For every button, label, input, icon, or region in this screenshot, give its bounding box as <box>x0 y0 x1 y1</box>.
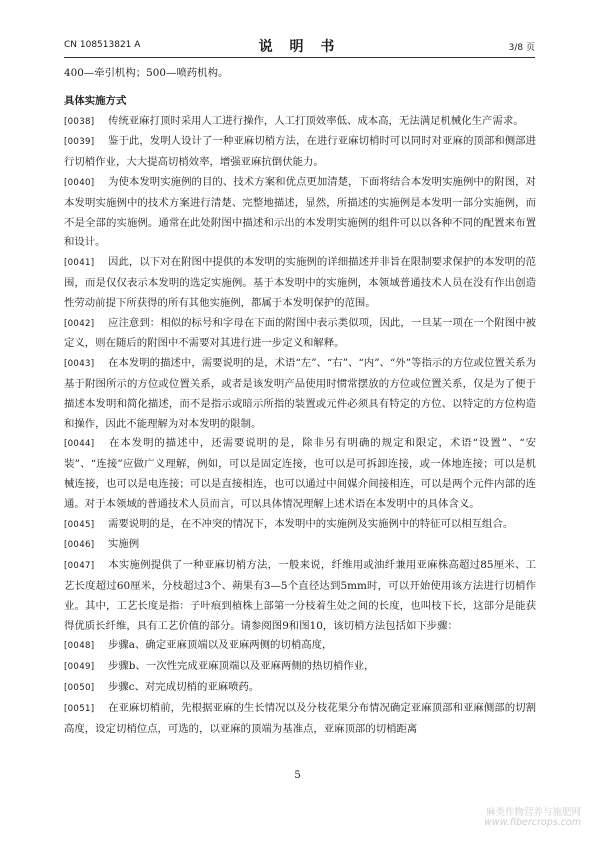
paragraph <box>64 636 536 657</box>
section-heading: 具体实施方式 <box>64 94 127 107</box>
paragraph-text: 鉴于此，发明人设计了一种亚麻切梢方法，在进行亚麻切梢时可以同时对亚麻的顶部和侧部进行切梢作业，大大提高切梢效率，增强亚麻抗倒伏能力。 <box>64 135 536 169</box>
paragraph-number: [0042] <box>64 318 95 329</box>
page-number: 5 <box>294 770 301 781</box>
paragraph-number: [0040] <box>64 177 95 188</box>
paragraph-text: 步骤b、一次性完成亚麻顶端以及亚麻两侧的热切梢作业， <box>108 660 375 673</box>
paragraph-text: 传统亚麻打顶时采用人工进行操作，人工打顶效率低、成本高，无法满足机械化生产需求。 <box>108 114 524 127</box>
paragraph-number: [0039] <box>64 137 95 148</box>
paragraph <box>64 515 536 536</box>
paragraph-text: 在亚麻切梢前，先根据亚麻的生长情况以及分枝花果分布情况确定亚麻顶部和亚麻侧部的切割高度，设定切梢位点，可选的，以亚麻的顶端为基准点，亚麻顶部的切梢距离 <box>64 701 536 735</box>
paragraph-text: 本实施例提供了一种亚麻切梢方法，一般来说，纤维用或油纤兼用亚麻株高超过85厘米、工艺长度超过60厘米，分枝超过3个、蒴果有3—5个直径达到5mm时，可以开始使用该方法进行切梢作业。其中，工艺长度是指：子叶痕到植株上部第一分枝着生处之间的长度，也叫枝下长，这部分是能获得优质长纤维，具有工艺价值的部分。请参阅图9和图10，该切梢方法包括如下步骤： <box>64 559 536 632</box>
paragraph-number: [0048] <box>64 641 95 652</box>
watermark-url: www.fibercrops.com <box>484 817 581 828</box>
spacer <box>64 84 536 92</box>
paragraph-text: 需要说明的是，在不冲突的情况下，本发明中的实施例及实施例中的特征可以相互组合。 <box>108 517 514 530</box>
page-indicator: 3/8 页 <box>508 43 535 53</box>
watermark-site-name: 麻类作物营养与施肥网 <box>485 807 581 818</box>
paragraph-number: [0050] <box>64 682 95 693</box>
paragraph <box>64 132 536 173</box>
publication-number: CN 108513821 A <box>64 40 141 50</box>
paragraph <box>64 434 536 514</box>
paragraph-number: [0051] <box>64 703 95 714</box>
paragraph <box>64 354 536 434</box>
paragraph-number: [0046] <box>64 540 95 551</box>
paragraph-text: 在本发明的描述中，需要说明的是，术语“左”、“右”、“内”、“外”等指示的方位或位置关系为基于附图所示的方位或位置关系，或者是该发明产品使用时惯常摆放的方位或位置关系，仅是为了便于描述本发明和简化描述，而不是指示或暗示所指的装置或元件必须具有特定的方位、以特定的方位构造和操作，因此不能理解为对本发明的限制。 <box>64 357 536 430</box>
paragraph <box>64 556 536 636</box>
paragraph <box>64 535 536 556</box>
paragraph-number: [0044] <box>64 439 95 450</box>
intro-line: 400—牵引机构；500—喷药机构。 <box>64 67 229 79</box>
paragraph <box>64 112 536 133</box>
paragraph <box>64 678 536 699</box>
paragraph-text: 步骤c、对完成切梢的亚麻喷药。 <box>108 680 260 693</box>
paragraph-text: 在本发明的描述中，还需要说明的是，除非另有明确的规定和限定，术语“设置”、“安装”、“连接”应做广义理解，例如，可以是固定连接，也可以是可拆卸连接，或一体地连接；可以是机械连接，也可以是电连接；可以是直接相连，也可以通过中间媒介间接相连，可以是两个元件内部的连通。对于本领域的普通技术人员而言，可以具体情况理解上述术语在本发明中的具体含义。 <box>64 437 536 510</box>
page-header <box>64 36 535 54</box>
watermark <box>441 804 581 834</box>
paragraph-number: [0043] <box>64 359 95 370</box>
paragraph-text: 步骤a、确定亚麻顶端以及亚麻两侧的切梢高度， <box>108 639 333 652</box>
paragraph-number: [0038] <box>64 116 95 127</box>
paragraph-number: [0049] <box>64 662 95 673</box>
paragraph-text: 为使本发明实施例的目的、技术方案和优点更加清楚，下面将结合本发明实施例中的附图，对本发明实施例中的技术方案进行清楚、完整地描述，显然，所描述的实施例是本发明一部分实施例，而不是全部的实施例。通常在此处附图中描述和示出的本发明实施例的组件可以以各种不同的配置来布置和设计。 <box>64 175 536 249</box>
document-title: 说 明 书 <box>258 39 341 55</box>
paragraph-number: [0047] <box>64 561 95 572</box>
paragraph-text: 应注意到：相似的标号和字母在下面的附图中表示类似项，因此，一旦某一项在一个附图中被定义，则在随后的附图中不需要对其进行进一步定义和解释。 <box>64 316 536 350</box>
paragraph <box>64 314 536 355</box>
header-divider <box>64 57 535 58</box>
paragraph-text: 实施例 <box>108 538 140 551</box>
paragraph-text: 因此，以下对在附图中提供的本发明的实施例的详细描述并非旨在限制要求保护的本发明的范围，而是仅仅表示本发明的选定实施例。基于本发明中的实施例，本领域普通技术人员在没有作出创造性劳动前提下所获得的所有其他实施例，都属于本发明保护的范围。 <box>64 256 536 309</box>
paragraph-number: [0041] <box>64 258 95 269</box>
paragraph <box>64 699 536 740</box>
paragraph <box>64 657 536 678</box>
paragraph <box>64 253 536 313</box>
document-body <box>64 64 536 739</box>
paragraph <box>64 173 536 253</box>
paragraph-number: [0045] <box>64 519 95 530</box>
paragraph-list <box>64 112 536 740</box>
